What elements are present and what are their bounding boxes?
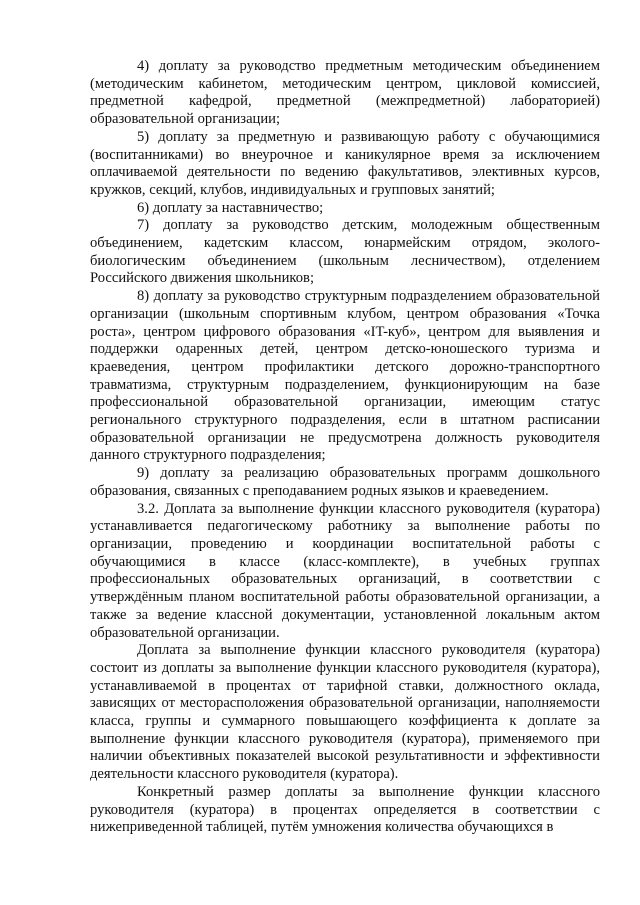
paragraph-item-8-structural-unit: 8) доплату за руководство структурным подразделением образовательной организации (школьным спортивным клубом, центром образования «Точка роста», центром цифрового образования «IT-куб», центром для выявления и поддержки одаренных детей, центром детско-юношеского туризма и краеведения, центром профилактики детского дорожно-транспортного травматизма, структурным подразделением, функционирующим на базе профессиональной образовательной организации, имеющим статус регионального структурного подразделения, если в штатном расписании образовательной организации не предусмотрена должность руководителя данного структурного подразделения; xyxy=(90,288,600,464)
paragraph-item-6-mentoring: 6) доплату за наставничество; xyxy=(137,199,324,216)
paragraph-item-5-developmental-work: 5) доплату за предметную и развивающую работу с обучающимися (воспитанниками) во внеурочное и каникулярное время за исключением оплачиваемой деятельности по ведению факультативов, элективных курсов, кружков, секций, клубов, индивидуальных и групповых занятий; xyxy=(90,128,600,198)
paragraph-item-4-methodical-association: 4) доплату за руководство предметным методическим объединением (методическим кабинетом, методическим центром, цикловой комиссией, предметной кафедрой, предметной (межпредметной) лабораторией) образовательной организации; xyxy=(90,58,600,128)
document-page xyxy=(90,58,600,837)
paragraph-section-3-2: 3.2. Доплата за выполнение функции классного руководителя (куратора) устанавливается педагогическому работнику за выполнение работы по организации, проведению и координации воспитательной работы с обучающимися в классе (класс-комплекте), в учебных группах профессиональных образовательных организаций, в соответствии с утверждённым планом воспитательной работы образовательной организации, а также за ведение классной документации, установленной локальным актом образовательной организации. xyxy=(90,500,600,641)
paragraph-item-9-preschool-programs: 9) доплату за реализацию образовательных программ дошкольного образования, связанных с преподаванием родных языков и краеведением. xyxy=(90,465,600,499)
paragraph-item-7-youth-association: 7) доплату за руководство детским, молодежным общественным объединением, кадетским классом, юнармейским отрядом, эколого-биологическим объединением (школьным лесничеством), отделением Российского движения школьников; xyxy=(90,217,600,287)
paragraph-specific-payment-size: Конкретный размер доплаты за выполнение функции классного руководителя (куратора) в процентах определяется в соответствии с нижеприведенной таблицей, путём умножения количества обучающихся в xyxy=(90,783,600,836)
paragraph-class-teacher-payment-composition: Доплата за выполнение функции классного руководителя (куратора) состоит из доплаты за выполнение функции классного руководителя (куратора), устанавливаемой в процентах от тарифной ставки, должностного оклада, зависящих от месторасположения образовательной организации, наполняемости класса, группы и суммарного повышающего коэффициента к доплате за выполнение функции классного руководителя (куратора), применяемого при наличии объективных показателей высокой результативности и эффективности деятельности классного руководителя (куратора). xyxy=(90,642,600,783)
